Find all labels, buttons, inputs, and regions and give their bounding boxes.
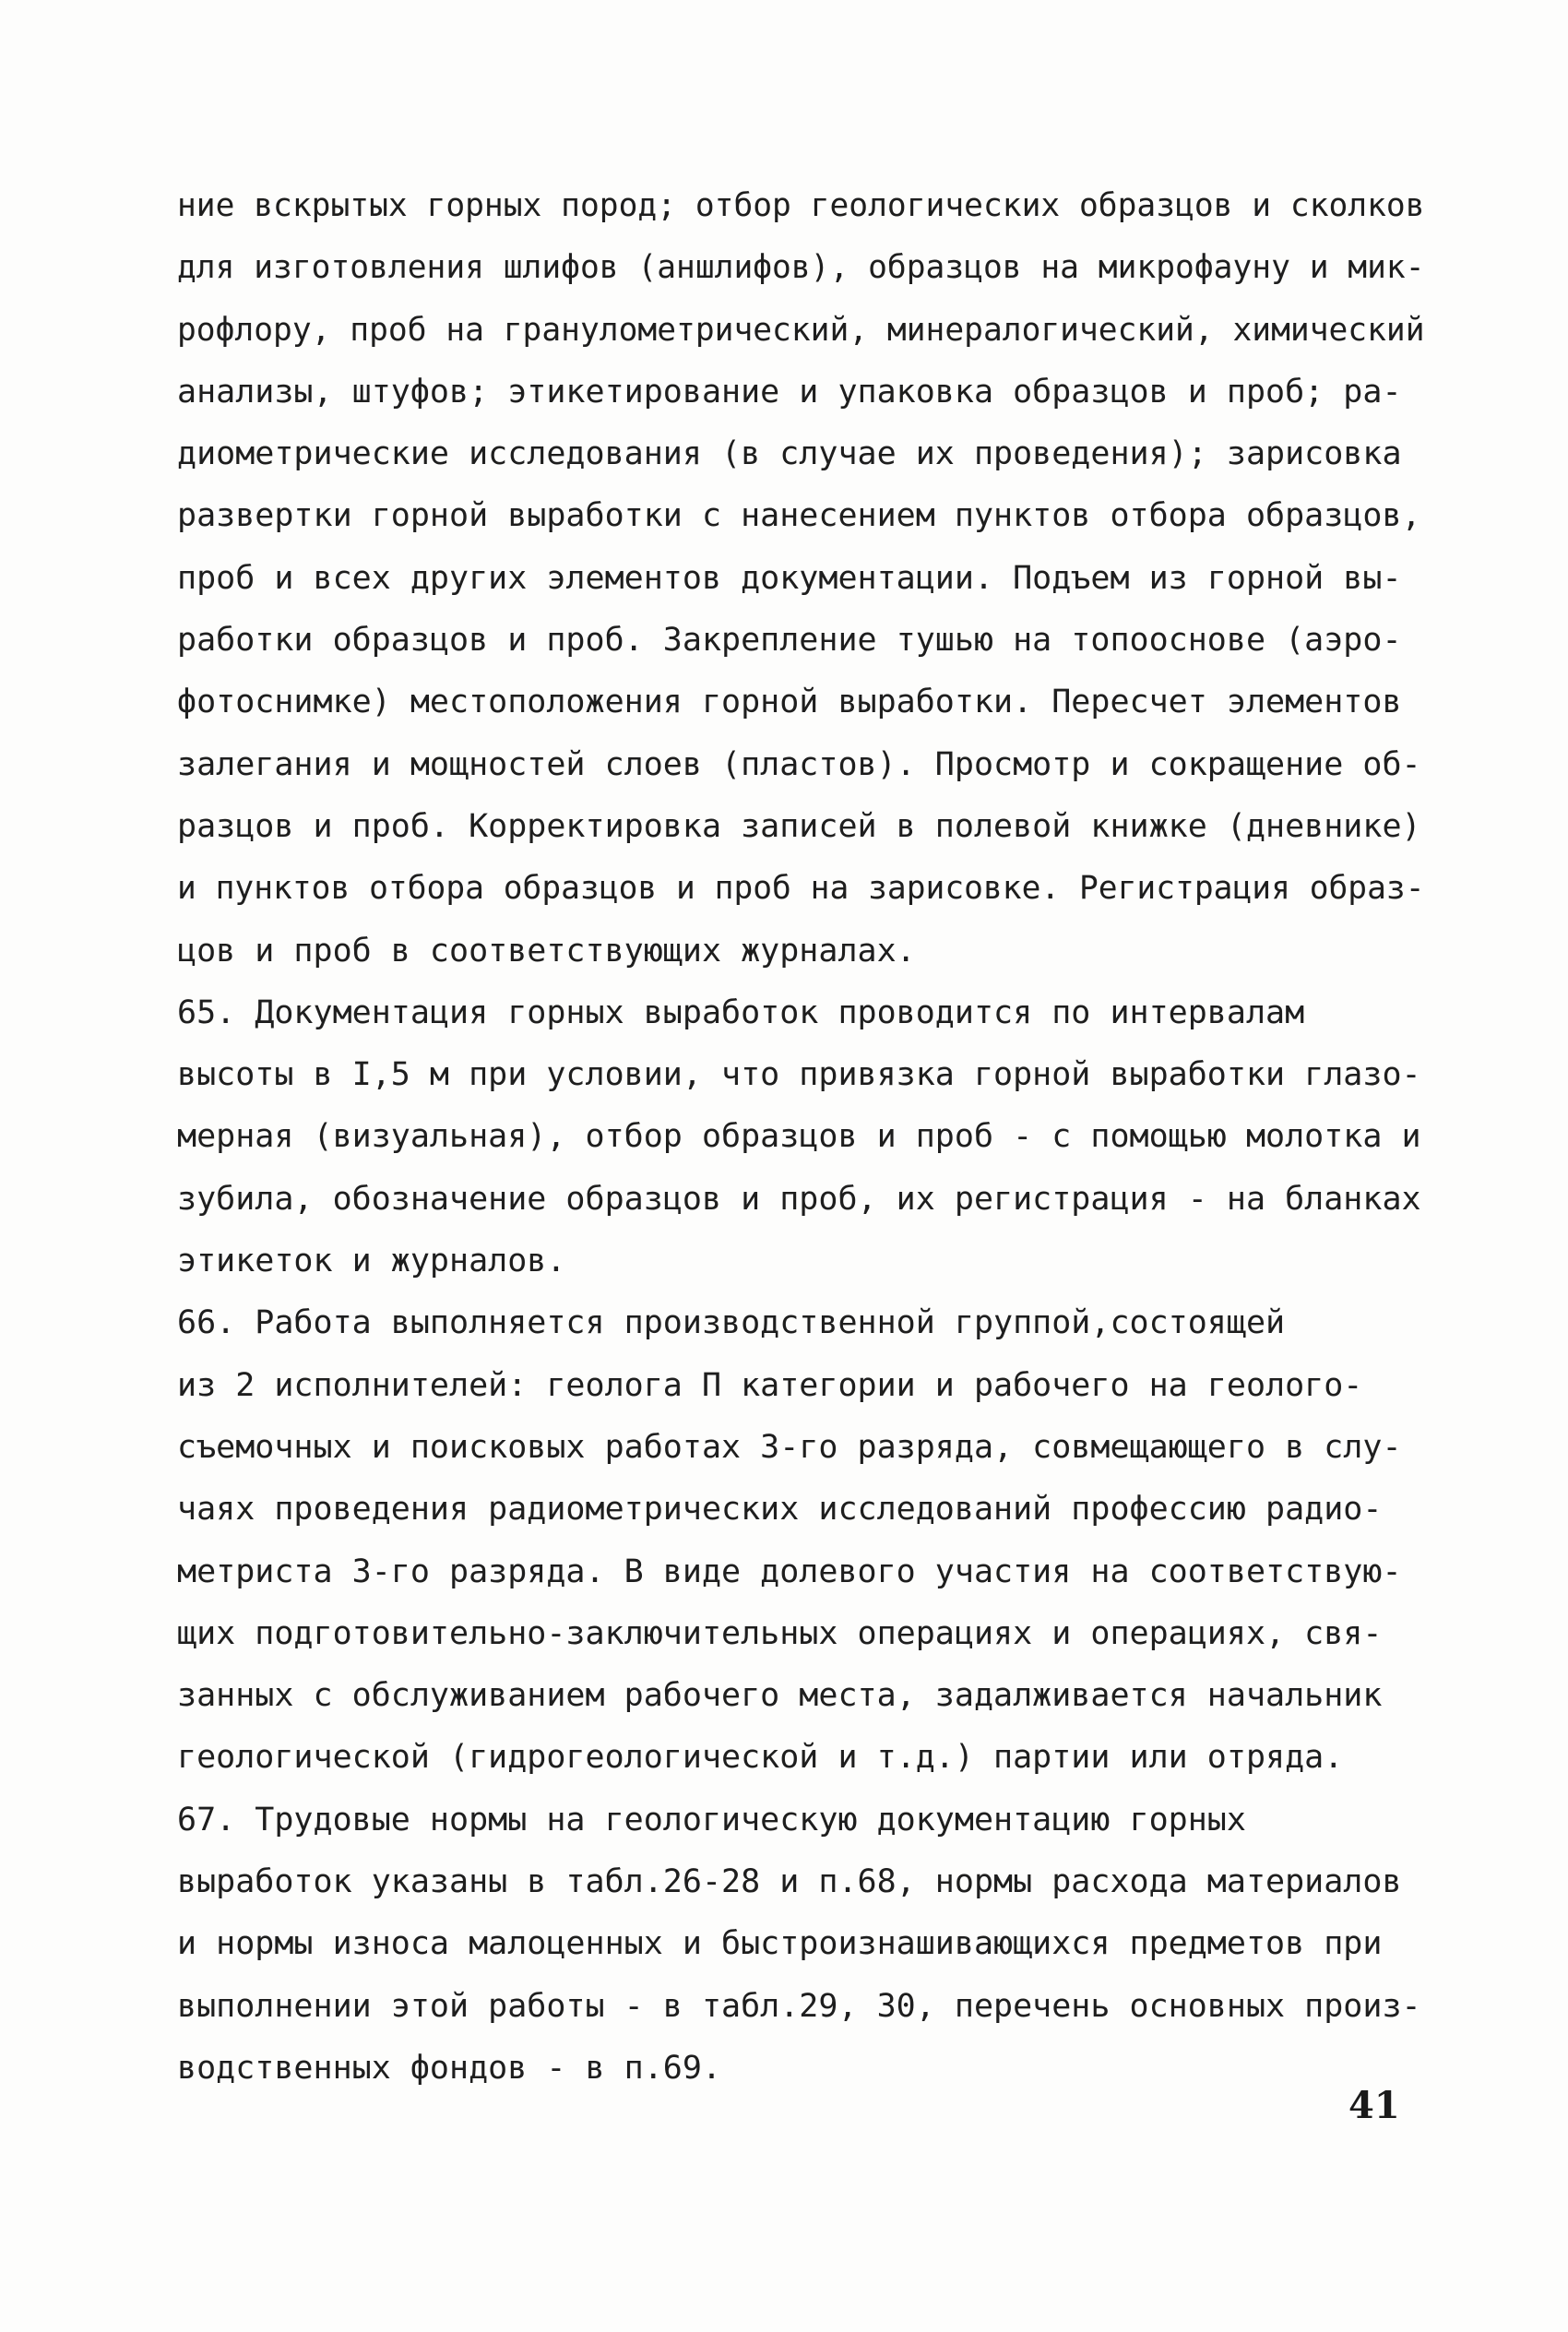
text-line: выработок указаны в табл.26-28 и п.68, нормы расхода материалов (177, 1863, 1402, 1901)
text-line: высоты в I,5 м при условии, что привязка горной выработки глазо- (177, 1056, 1421, 1094)
text-line: проб и всех других элементов документации. Подъем из горной вы- (177, 559, 1402, 597)
text-line: съемочных и поисковых работах 3-го разряда, совмещающего в слу- (177, 1428, 1402, 1466)
text-line: анализы, штуфов; этикетирование и упаковка образцов и проб; ра- (177, 373, 1402, 410)
text-line: мерная (визуальная), отбор образцов и проб - с помощью молотка и (177, 1118, 1421, 1156)
text-line: для изготовления шлифов (аншлифов), образцов на микрофауну и мик- (177, 249, 1425, 287)
text-line: и пунктов отбора образцов и проб на зарисовке. Регистрация образ- (177, 870, 1425, 908)
text-line: ние вскрытых горных пород; отбор геологических образцов и сколков (177, 187, 1425, 224)
body-text (177, 175, 1431, 2100)
text-line: водственных фондов - в п.69. (177, 2049, 722, 2087)
paragraph-65-start: 65. Документация горных выработок проводится по интервалам (177, 993, 1305, 1031)
paragraph-67-start: 67. Трудовые нормы на геологическую документацию горных (177, 1801, 1246, 1838)
page-number: 41 (1348, 2084, 1400, 2127)
paragraph-66-start: 66. Работа выполняется производственной группой,состоящей (177, 1304, 1286, 1342)
text-line: из 2 исполнителей: геолога П категории и рабочего на геолого- (177, 1366, 1363, 1404)
text-line: залегания и мощностей слоев (пластов). Просмотр и сокращение об- (177, 745, 1421, 783)
text-line: цов и проб в соответствующих журналах. (177, 932, 916, 970)
text-line: этикеток и журналов. (177, 1243, 566, 1280)
text-line: геологической (гидрогеологической и т.д.) партии или отряда. (177, 1739, 1344, 1777)
text-line: зубила, обозначение образцов и проб, их регистрация - на бланках (177, 1180, 1421, 1218)
text-line: работки образцов и проб. Закрепление тушью на топооснове (аэро- (177, 622, 1402, 660)
text-line: занных с обслуживанием рабочего места, задалживается начальник (177, 1677, 1383, 1715)
text-line: щих подготовительно-заключительных операциях и операциях, свя- (177, 1614, 1383, 1652)
text-line: чаях проведения радиометрических исследований профессию радио- (177, 1491, 1383, 1529)
text-line: диометрические исследования (в случае их проведения); зарисовка (177, 435, 1402, 473)
text-line: рофлору, проб на гранулометрический, минералогический, химический (177, 311, 1425, 349)
text-line: метриста 3-го разряда. В виде долевого участия на соответствую- (177, 1553, 1402, 1590)
text-line: фотоснимке) местоположения горной выработки. Пересчет элементов (177, 684, 1402, 721)
text-line: развертки горной выработки с нанесением пунктов отбора образцов, (177, 497, 1421, 535)
text-line: разцов и проб. Корректировка записей в полевой книжке (дневнике) (177, 807, 1421, 845)
text-line: и нормы износа малоценных и быстроизнашивающихся предметов при (177, 1925, 1383, 1963)
text-line: выполнении этой работы - в табл.29, 30, перечень основных произ- (177, 1987, 1421, 2025)
